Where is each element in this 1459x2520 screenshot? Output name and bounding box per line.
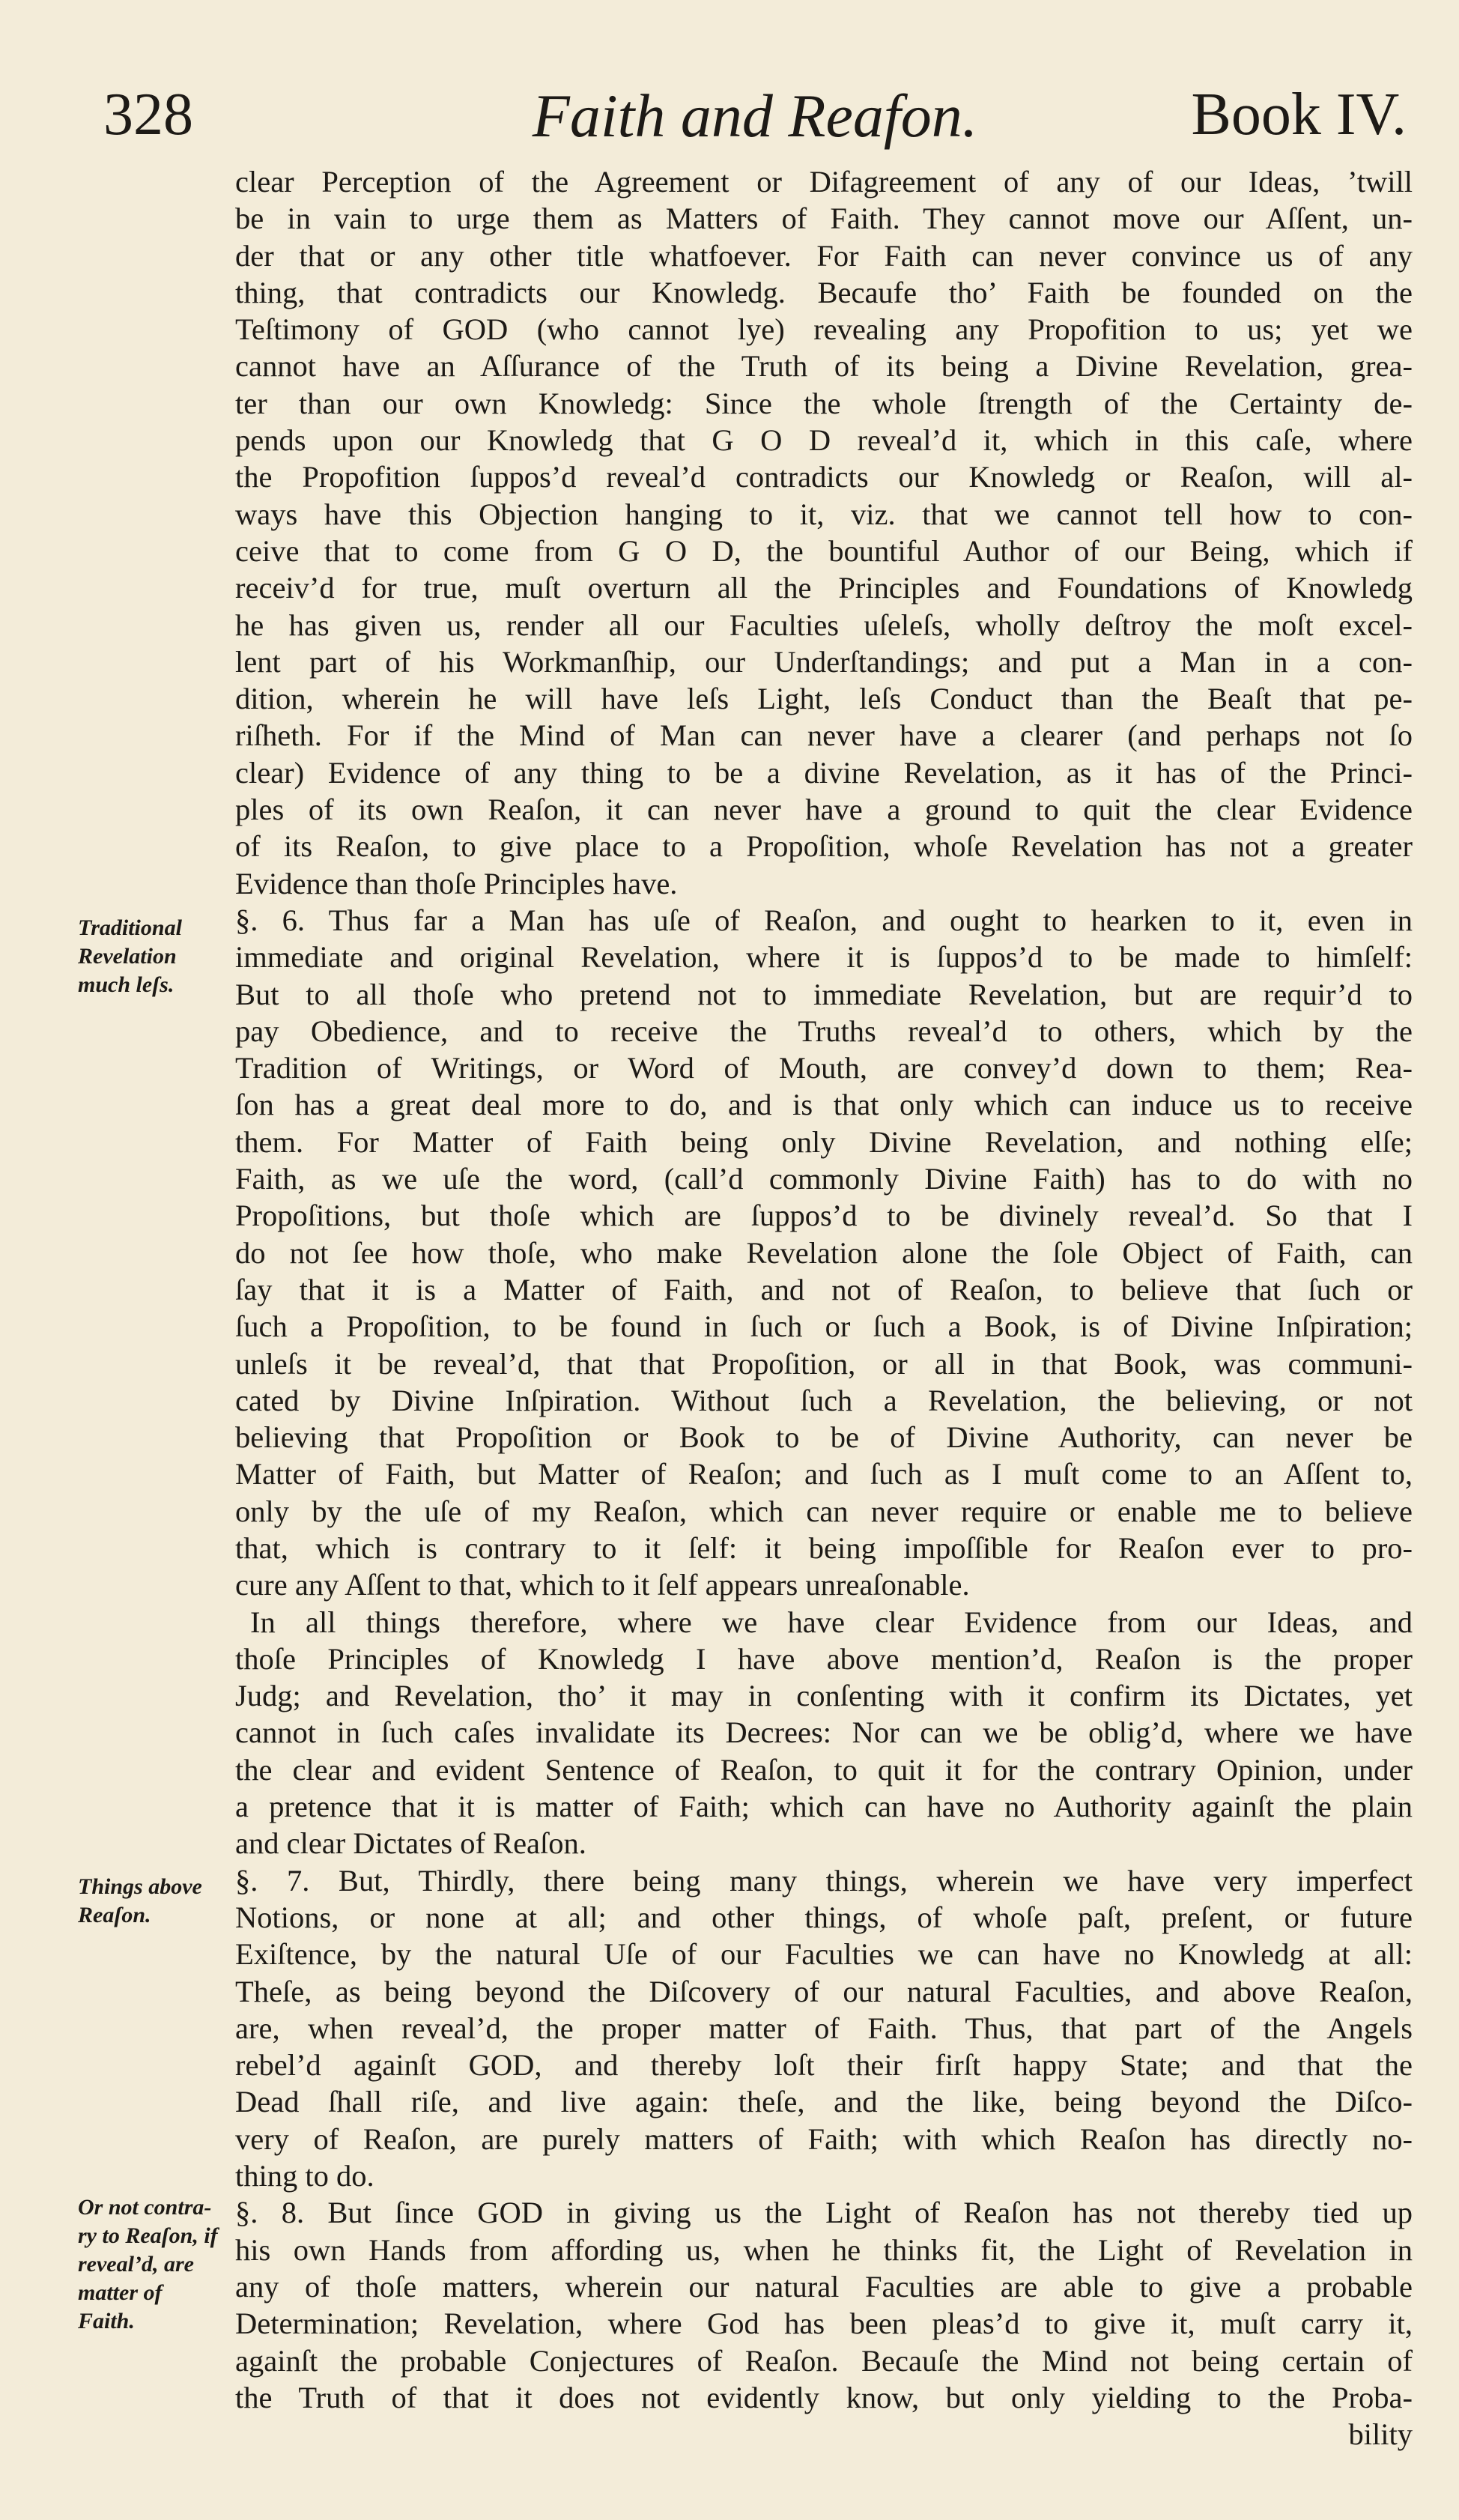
text-line: cure any Aſſent to that, which to it ſelf appears unreaſonable. bbox=[235, 1568, 970, 1602]
text-line: believing that Propoſition or Book to be of Divine Authority, can never be bbox=[235, 1420, 1413, 1455]
text-line: Judg; and Revelation, tho’ it may in conſenting with it confirm its Dictates, yet bbox=[235, 1679, 1413, 1713]
text-line: receiv’d for true, muſt overturn all the Principles and Foundations of Knowledg bbox=[235, 571, 1413, 605]
text-line: his own Hands from affording us, when he thinks fit, the Light of Revelation in bbox=[235, 2232, 1413, 2267]
text-line: thing to do. bbox=[235, 2159, 374, 2193]
margin-note-line: Revelation bbox=[78, 944, 177, 969]
text-line: ſon has a great deal more to do, and is that only which can induce us to receive bbox=[235, 1088, 1413, 1122]
text-line: Exiſtence, by the natural Uſe of our Faculties we can have no Knowledg at all: bbox=[235, 1937, 1413, 1972]
text-line: ples of its own Reaſon, it can never have a ground to quit the clear Evidence bbox=[235, 793, 1413, 827]
text-line: immediate and original Revelation, where it is ſuppos’d to be made to himſelf: bbox=[235, 940, 1413, 975]
text-line: rebel’d againſt GOD, and thereby loſt their firſt happy State; and that the bbox=[235, 2048, 1413, 2083]
text-line: clear) Evidence of any thing to be a divine Revelation, as it has of the Princi- bbox=[235, 755, 1413, 790]
text-line: §. 8. But ſince GOD in giving us the Light of Reaſon has not thereby tied up bbox=[235, 2196, 1413, 2230]
body-text bbox=[235, 163, 1413, 2453]
text-line: §. 6. Thus far a Man has uſe of Reaſon, and ought to hearken to it, even in bbox=[235, 903, 1413, 937]
text-line: Matter of Faith, but Matter of Reaſon; and ſuch as I muſt come to an Aſſent to, bbox=[235, 1457, 1413, 1491]
text-line: Notions, or none at all; and other things, of whoſe paſt, preſent, or future bbox=[235, 1900, 1413, 1934]
text-line: a pretence that it is matter of Faith; which can have no Authority againſt the plain bbox=[235, 1790, 1413, 1824]
text-line: thoſe Principles of Knowledg I have above mention’d, Reaſon is the proper bbox=[235, 1641, 1413, 1676]
margin-note-things-above-reason bbox=[78, 1873, 232, 1930]
text-line: cannot in ſuch caſes invalidate its Decrees: Nor can we be oblig’d, where we have bbox=[235, 1715, 1413, 1750]
book-label: Book IV. bbox=[1191, 82, 1407, 148]
text-line: Dead ſhall riſe, and live again: theſe, and the like, being beyond the Diſco- bbox=[235, 2085, 1413, 2119]
text-line: be in vain to urge them as Matters of Faith. They cannot move our Aſſent, un- bbox=[235, 202, 1413, 236]
text-line: ceive that to come from G O D, the bountiful Author of our Being, which if bbox=[235, 533, 1413, 568]
text-line: and clear Dictates of Reaſon. bbox=[235, 1826, 586, 1861]
margin-note-line: Things above bbox=[78, 1874, 202, 1899]
text-line: that, which is contrary to it ſelf: it being impoſſible for Reaſon ever to pro- bbox=[235, 1530, 1413, 1565]
margin-note-line: reveal’d, are bbox=[78, 2252, 194, 2277]
margin-note-line: Or not contra- bbox=[78, 2195, 212, 2220]
text-line: Faith, as we uſe the word, (call’d commonly Divine Faith) has to do with no bbox=[235, 1162, 1413, 1196]
text-line: lent part of his Workmanſhip, our Underſtandings; and put a Man in a con- bbox=[235, 644, 1413, 679]
text-line: ſay that it is a Matter of Faith, and not of Reaſon, to believe that ſuch or bbox=[235, 1272, 1413, 1306]
text-line: pends upon our Knowledg that G O D reveal’d it, which in this caſe, where bbox=[235, 423, 1413, 458]
text-line: unleſs it be reveal’d, that that Propoſition, or all in that Book, was communi- bbox=[235, 1346, 1413, 1381]
text-line: riſheth. For if the Mind of Man can never have a clearer (and perhaps not ſo bbox=[235, 718, 1413, 753]
text-line: of its Reaſon, to give place to a Propoſition, whoſe Revelation has not a greater bbox=[235, 829, 1413, 864]
margin-note-line: Reaſon. bbox=[78, 1903, 151, 1927]
margin-note-line: Faith. bbox=[78, 2309, 135, 2333]
text-line: bility bbox=[1348, 2417, 1413, 2452]
page-header bbox=[103, 81, 1407, 156]
margin-note-line: ry to Reaſon, if bbox=[78, 2223, 218, 2248]
margin-note-line: matter of bbox=[78, 2280, 163, 2305]
text-line: the clear and evident Sentence of Reaſon, to quit it for the contrary Opinion, under bbox=[235, 1752, 1413, 1787]
text-line: Determination; Revelation, where God has been pleas’d to give it, muſt carry it, bbox=[235, 2307, 1413, 2341]
text-line: pay Obedience, and to receive the Truths reveal’d to others, which by the bbox=[235, 1014, 1413, 1048]
text-line: do not ſee how thoſe, who make Revelation alone the ſole Object of Faith, can bbox=[235, 1235, 1413, 1270]
text-line: cated by Divine Inſpiration. Without ſuch a Revelation, the believing, or not bbox=[235, 1383, 1413, 1417]
text-line: der that or any other title whatfoever. For Faith can never convince us of any bbox=[235, 238, 1413, 273]
text-line: he has given us, render all our Faculties uſeleſs, wholly deſtroy the moſt excel- bbox=[235, 608, 1413, 642]
text-line: Propoſitions, but thoſe which are ſuppos’d to be divinely reveal’d. So that I bbox=[235, 1199, 1413, 1233]
text-line: Teſtimony of GOD (who cannot lye) revealing any Propofition to us; yet we bbox=[235, 312, 1413, 347]
running-title: Faith and Reafon. bbox=[532, 82, 978, 150]
margin-note-line: much leſs. bbox=[78, 972, 175, 997]
text-line: thing, that contradicts our Knowledg. Becaufe tho’ Faith be founded on the bbox=[235, 275, 1413, 309]
text-line: the Truth of that it does not evidently know, but only yielding to the Proba- bbox=[235, 2380, 1413, 2414]
margin-note-not-contrary-to-reason bbox=[78, 2193, 232, 2336]
text-line: againſt the probable Conjectures of Reaſon. Becauſe the Mind not being certain of bbox=[235, 2343, 1413, 2378]
text-line: very of Reaſon, are purely matters of Faith; with which Reaſon has directly no- bbox=[235, 2121, 1413, 2156]
text-line: §. 7. But, Thirdly, there being many things, wherein we have very imperfect bbox=[235, 1863, 1413, 1897]
text-line: Theſe, as being beyond the Diſcovery of our natural Faculties, and above Reaſon, bbox=[235, 1974, 1413, 2008]
text-line: them. For Matter of Faith being only Divine Revelation, and nothing elſe; bbox=[235, 1124, 1413, 1159]
text-line: cannot have an Aſſurance of the Truth of its being a Divine Revelation, grea- bbox=[235, 349, 1413, 384]
text-line: Evidence than thoſe Principles have. bbox=[235, 866, 678, 900]
text-line: dition, wherein he will have leſs Light, leſs Conduct than the Beaſt that pe- bbox=[235, 682, 1413, 716]
text-line: ſuch a Propoſition, to be found in ſuch or ſuch a Book, is of Divine Inſpiration; bbox=[235, 1309, 1413, 1344]
page-number: 328 bbox=[103, 82, 193, 148]
text-line: are, when reveal’d, the proper matter of Faith. Thus, that part of the Angels bbox=[235, 2011, 1413, 2045]
text-line: clear Perception of the Agreement or Difagreement of any of our Ideas, ’twill bbox=[235, 165, 1413, 199]
text-line: In all things therefore, where we have clear Evidence from our Ideas, and bbox=[250, 1605, 1413, 1639]
text-line: ways have this Objection hanging to it, viz. that we cannot tell how to con- bbox=[235, 497, 1413, 531]
margin-note-line: Traditional bbox=[78, 915, 182, 940]
margin-note-traditional-revelation bbox=[78, 914, 232, 999]
text-line: Tradition of Writings, or Word of Mouth, are convey’d down to them; Rea- bbox=[235, 1051, 1413, 1085]
text-line: only by the uſe of my Reaſon, which can never require or enable me to believe bbox=[235, 1494, 1413, 1528]
text-line: any of thoſe matters, wherein our natural Faculties are able to give a probable bbox=[235, 2269, 1413, 2304]
text-line: the Propofition ſuppos’d reveal’d contradicts our Knowledg or Reaſon, will al- bbox=[235, 460, 1413, 494]
text-line: ter than our own Knowledg: Since the whole ſtrength of the Certainty de- bbox=[235, 386, 1413, 420]
text-line: But to all thoſe who pretend not to immediate Revelation, but are requir’d to bbox=[235, 977, 1413, 1011]
